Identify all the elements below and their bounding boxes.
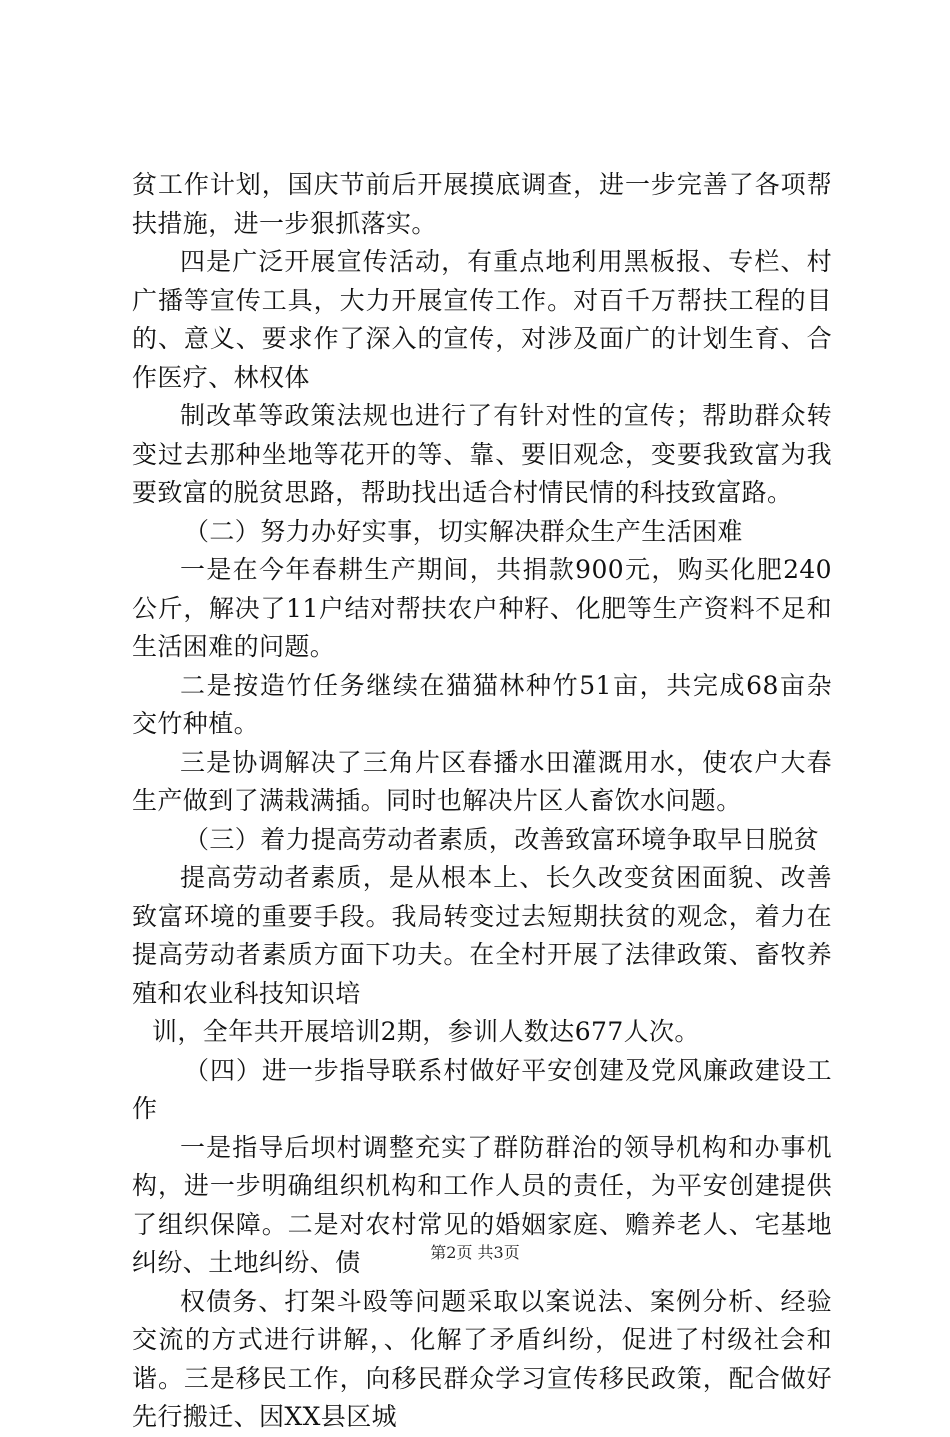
paragraph-line: 纠纷、土地纠纷、债 <box>132 1248 361 1277</box>
paragraph-line: 制改革等政策法规也进行了有针对性的宣传；帮助群众转 <box>180 401 832 430</box>
paragraph-line: 一是在今年春耕生产期间，共捐款900元，购买化肥240 <box>180 555 832 584</box>
paragraph-line: 致富环境的重要手段。我局转变过去短期扶贫的观念，着力在 <box>132 901 832 931</box>
paragraph-line: 提高劳动者素质方面下功夫。在全村开展了法律政策、畜牧养 <box>132 940 832 969</box>
paragraph-line: 权债务、打架斗殴等问题采取以案说法、案例分析、经验 <box>180 1286 832 1316</box>
paragraph-line: 公斤，解决了11户结对帮扶农户种籽、化肥等生产资料不足和 <box>132 593 832 623</box>
paragraph-line: 殖和农业科技知识培 <box>132 978 361 1008</box>
section-heading: （三）着力提高劳动者素质，改善致富环境争取早日脱贫 <box>184 824 820 854</box>
paragraph-line: 生产做到了满栽满插。同时也解决片区人畜饮水问题。 <box>132 786 742 815</box>
page-number-footer: 第2页 共3页 <box>430 1243 520 1262</box>
paragraph-line: 广播等宣传工具，大力开展宣传工作。对百千万帮扶工程的目 <box>132 285 832 315</box>
paragraph-line: 变过去那种坐地等花开的等、靠、要旧观念，变要我致富为我 <box>132 439 832 469</box>
paragraph-line: 二是按造竹任务继续在猫猫林种竹51亩，共完成68亩杂 <box>180 670 832 700</box>
section-heading: （四）进一步指导联系村做好平安创建及党风廉政建设工 <box>184 1055 832 1085</box>
paragraph-line: 提高劳动者素质，是从根本上、长久改变贫困面貌、改善 <box>180 863 832 892</box>
paragraph-line: 贫工作计划，国庆节前后开展摸底调查，进一步完善了各项帮 <box>132 170 832 199</box>
paragraph-line: 生活困难的问题。 <box>132 632 336 661</box>
paragraph-line: 三是协调解决了三角片区春播水田灌溉用水，使农户大春 <box>180 747 832 777</box>
paragraph-line: 谐。三是移民工作，向移民群众学习宣传移民政策，配合做好 <box>132 1363 832 1393</box>
paragraph-line: 的、意义、要求作了深入的宣传，对涉及面广的计划生育、合 <box>132 324 832 353</box>
paragraph-line: 扶措施，进一步狠抓落实。 <box>132 208 437 238</box>
section-heading: （二）努力办好实事，切实解决群众生产生活困难 <box>184 516 743 546</box>
paragraph-line: 交竹种植。 <box>132 709 260 738</box>
paragraph-line: 训，全年共开展培训2期，参训人数达677人次。 <box>152 1017 700 1046</box>
paragraph-line: 构，进一步明确组织机构和工作人员的责任，为平安创建提供 <box>132 1171 832 1200</box>
paragraph-line: 四是广泛开展宣传活动，有重点地利用黑板报、专栏、村 <box>180 247 832 276</box>
paragraph-line: 了组织保障。二是对农村常见的婚姻家庭、赡养老人、宅基地 <box>132 1209 832 1239</box>
paragraph-line: 交流的方式进行讲解，、化解了矛盾纠纷，促进了村级社会和 <box>132 1325 832 1354</box>
paragraph-line: 作医疗、林权体 <box>132 362 310 392</box>
paragraph-line: 一是指导后坝村调整充实了群防群治的领导机构和办事机 <box>180 1132 832 1162</box>
paragraph-line: 先行搬迁、因XX县区城 <box>132 1402 397 1431</box>
paragraph-line: 要致富的脱贫思路，帮助找出适合村情民情的科技致富路。 <box>132 478 793 507</box>
section-heading-continued: 作 <box>132 1094 158 1123</box>
